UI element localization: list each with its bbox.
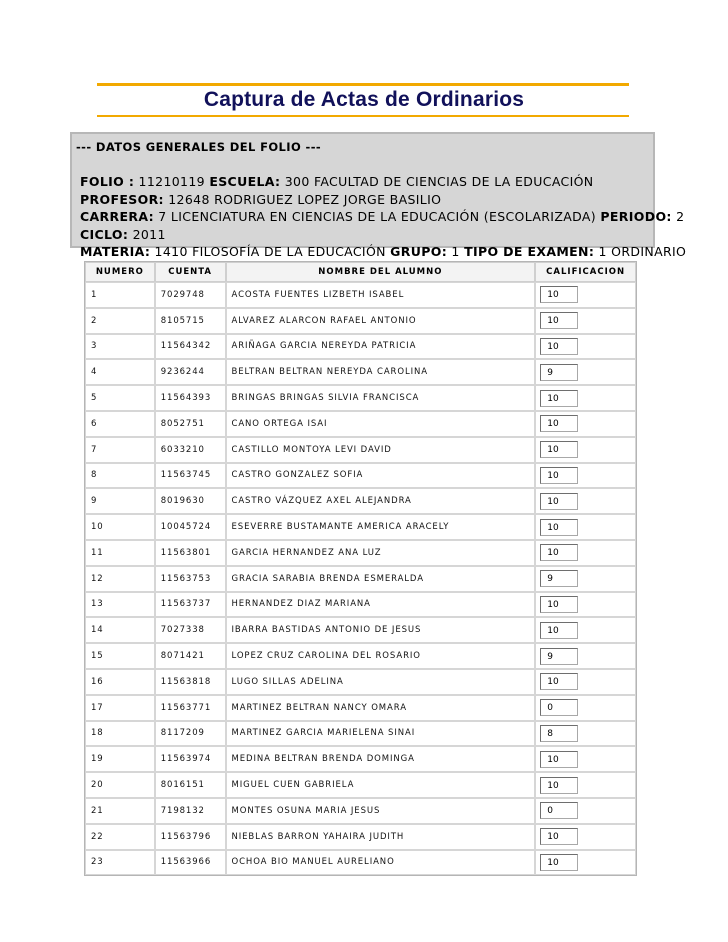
cell-calificacion bbox=[535, 798, 636, 824]
cell-cuenta: 8016151 bbox=[155, 772, 226, 798]
cell-nombre: CASTILLO MONTOYA LEVI DAVID bbox=[226, 437, 536, 463]
cell-calificacion bbox=[535, 334, 636, 360]
cell-nombre: LUGO SILLAS ADELINA bbox=[226, 669, 536, 695]
cell-nombre: MONTES OSUNA MARIA JESUS bbox=[226, 798, 536, 824]
cell-numero: 2 bbox=[85, 308, 155, 334]
table-row bbox=[85, 721, 636, 747]
cell-nombre: BRINGAS BRINGAS SILVIA FRANCISCA bbox=[226, 385, 536, 411]
grade-input[interactable] bbox=[540, 777, 578, 794]
grade-input[interactable] bbox=[540, 648, 578, 665]
grade-input[interactable] bbox=[540, 802, 578, 819]
grade-input[interactable] bbox=[540, 415, 578, 432]
cell-cuenta: 8117209 bbox=[155, 721, 226, 747]
folio-value: 11210119 bbox=[138, 174, 205, 189]
top-rule bbox=[97, 83, 629, 86]
cell-numero: 3 bbox=[85, 334, 155, 360]
folio-line-5 bbox=[80, 243, 686, 261]
cell-nombre: MARTINEZ GARCIA MARIELENA SINAI bbox=[226, 721, 536, 747]
cell-numero: 4 bbox=[85, 359, 155, 385]
grade-input[interactable] bbox=[540, 441, 578, 458]
table-row bbox=[85, 643, 636, 669]
cell-calificacion bbox=[535, 385, 636, 411]
grade-input[interactable] bbox=[540, 286, 578, 303]
cell-calificacion bbox=[535, 359, 636, 385]
cell-cuenta: 11563753 bbox=[155, 566, 226, 592]
cell-calificacion bbox=[535, 463, 636, 489]
table-row bbox=[85, 282, 636, 308]
grade-input[interactable] bbox=[540, 751, 578, 768]
cell-numero: 9 bbox=[85, 488, 155, 514]
folio-header: --- DATOS GENERALES DEL FOLIO --- bbox=[76, 140, 322, 154]
grades-body bbox=[85, 282, 636, 875]
table-row bbox=[85, 746, 636, 772]
cell-calificacion bbox=[535, 566, 636, 592]
table-row bbox=[85, 385, 636, 411]
cell-numero: 22 bbox=[85, 824, 155, 850]
cell-cuenta: 6033210 bbox=[155, 437, 226, 463]
cell-nombre: LOPEZ CRUZ CAROLINA DEL ROSARIO bbox=[226, 643, 536, 669]
cell-calificacion bbox=[535, 695, 636, 721]
profesor-value: 12648 RODRIGUEZ LOPEZ JORGE BASILIO bbox=[168, 191, 442, 207]
table-row bbox=[85, 566, 636, 592]
table-row bbox=[85, 437, 636, 463]
folio-line-4 bbox=[80, 226, 686, 244]
cell-cuenta: 8105715 bbox=[155, 308, 226, 334]
grade-input[interactable] bbox=[540, 544, 578, 561]
cell-numero: 6 bbox=[85, 411, 155, 437]
ciclo-label: CICLO: bbox=[80, 226, 129, 242]
header-cuenta: CUENTA bbox=[155, 262, 226, 282]
table-row bbox=[85, 540, 636, 566]
cell-numero: 8 bbox=[85, 463, 155, 489]
table-row bbox=[85, 334, 636, 360]
cell-numero: 17 bbox=[85, 695, 155, 721]
tipo-examen-label: TIPO DE EXAMEN: bbox=[464, 244, 595, 259]
cell-cuenta: 7029748 bbox=[155, 282, 226, 308]
cell-calificacion bbox=[535, 850, 636, 876]
table-row bbox=[85, 824, 636, 850]
cell-cuenta: 11563745 bbox=[155, 463, 226, 489]
cell-cuenta: 9236244 bbox=[155, 359, 226, 385]
cell-calificacion bbox=[535, 746, 636, 772]
cell-calificacion bbox=[535, 514, 636, 540]
cell-numero: 5 bbox=[85, 385, 155, 411]
periodo-label: PERIODO: bbox=[600, 209, 672, 224]
cell-cuenta: 7198132 bbox=[155, 798, 226, 824]
grade-input[interactable] bbox=[540, 725, 578, 742]
cell-nombre: ESEVERRE BUSTAMANTE AMERICA ARACELY bbox=[226, 514, 536, 540]
cell-cuenta: 7027338 bbox=[155, 617, 226, 643]
carrera-value: 7 LICENCIATURA EN CIENCIAS DE LA EDUCACIÓN (ESCOLARIZADA) bbox=[158, 209, 597, 224]
table-row bbox=[85, 488, 636, 514]
cell-calificacion bbox=[535, 308, 636, 334]
cell-nombre: HERNANDEZ DIAZ MARIANA bbox=[226, 592, 536, 618]
cell-cuenta: 11563737 bbox=[155, 592, 226, 618]
grade-input[interactable] bbox=[540, 854, 578, 871]
cell-nombre: CASTRO VÁZQUEZ AXEL ALEJANDRA bbox=[226, 488, 536, 514]
cell-cuenta: 11563818 bbox=[155, 669, 226, 695]
cell-cuenta: 11563974 bbox=[155, 746, 226, 772]
cell-numero: 20 bbox=[85, 772, 155, 798]
cell-nombre: NIEBLAS BARRON YAHAIRA JUDITH bbox=[226, 824, 536, 850]
escuela-value: 300 FACULTAD DE CIENCIAS DE LA EDUCACIÓN bbox=[284, 174, 594, 189]
cell-numero: 14 bbox=[85, 617, 155, 643]
cell-cuenta: 10045724 bbox=[155, 514, 226, 540]
folio-label: FOLIO : bbox=[80, 174, 135, 189]
cell-numero: 23 bbox=[85, 850, 155, 876]
folio-panel bbox=[70, 132, 687, 259]
table-row bbox=[85, 695, 636, 721]
cell-calificacion bbox=[535, 824, 636, 850]
escuela-label: ESCUELA: bbox=[209, 174, 281, 189]
cell-nombre: IBARRA BASTIDAS ANTONIO DE JESUS bbox=[226, 617, 536, 643]
cell-calificacion bbox=[535, 617, 636, 643]
grades-table bbox=[84, 261, 637, 876]
cell-cuenta: 8019630 bbox=[155, 488, 226, 514]
tipo-examen-value: 1 ORDINARIO bbox=[598, 244, 687, 259]
cell-cuenta: 8052751 bbox=[155, 411, 226, 437]
table-row bbox=[85, 592, 636, 618]
cell-nombre: ACOSTA FUENTES LIZBETH ISABEL bbox=[226, 282, 536, 308]
cell-numero: 7 bbox=[85, 437, 155, 463]
grupo-value: 1 bbox=[451, 244, 460, 259]
grade-input[interactable] bbox=[540, 338, 578, 355]
cell-cuenta: 11563771 bbox=[155, 695, 226, 721]
table-row bbox=[85, 617, 636, 643]
cell-numero: 15 bbox=[85, 643, 155, 669]
grade-input[interactable] bbox=[540, 622, 578, 639]
materia-value: 1410 FILOSOFÍA DE LA EDUCACIÓN bbox=[154, 244, 386, 259]
cell-calificacion bbox=[535, 592, 636, 618]
grade-input[interactable] bbox=[540, 493, 578, 510]
cell-numero: 13 bbox=[85, 592, 155, 618]
table-row bbox=[85, 463, 636, 489]
cell-calificacion bbox=[535, 540, 636, 566]
grade-input[interactable] bbox=[540, 570, 578, 587]
cell-calificacion bbox=[535, 669, 636, 695]
cell-numero: 1 bbox=[85, 282, 155, 308]
table-row bbox=[85, 669, 636, 695]
cell-nombre: MARTINEZ BELTRAN NANCY OMARA bbox=[226, 695, 536, 721]
cell-nombre: CANO ORTEGA ISAI bbox=[226, 411, 536, 437]
cell-numero: 21 bbox=[85, 798, 155, 824]
cell-nombre: MIGUEL CUEN GABRIELA bbox=[226, 772, 536, 798]
materia-label: MATERIA: bbox=[80, 244, 151, 259]
cell-numero: 19 bbox=[85, 746, 155, 772]
table-row bbox=[85, 798, 636, 824]
periodo-value: 2 bbox=[676, 209, 685, 224]
table-row bbox=[85, 359, 636, 385]
cell-calificacion bbox=[535, 282, 636, 308]
cell-numero: 11 bbox=[85, 540, 155, 566]
cell-numero: 12 bbox=[85, 566, 155, 592]
grade-input[interactable] bbox=[540, 467, 578, 484]
carrera-label: CARRERA: bbox=[80, 209, 154, 224]
header-calificacion: CALIFICACION bbox=[535, 262, 636, 282]
folio-line-2 bbox=[80, 191, 686, 209]
cell-nombre: BELTRAN BELTRAN NEREYDA CAROLINA bbox=[226, 359, 536, 385]
table-row bbox=[85, 772, 636, 798]
grade-input[interactable] bbox=[540, 673, 578, 690]
page-title: Captura de Actas de Ordinarios bbox=[203, 88, 525, 111]
cell-calificacion bbox=[535, 411, 636, 437]
cell-calificacion bbox=[535, 643, 636, 669]
cell-nombre: OCHOA BIO MANUEL AURELIANO bbox=[226, 850, 536, 876]
folio-line-3 bbox=[80, 208, 686, 226]
ciclo-value: 2011 bbox=[132, 226, 166, 242]
grade-input[interactable] bbox=[540, 519, 578, 536]
grade-input[interactable] bbox=[540, 828, 578, 845]
header-numero: NUMERO bbox=[85, 262, 155, 282]
grade-input[interactable] bbox=[540, 390, 578, 407]
grades-header-row bbox=[85, 262, 636, 282]
table-row bbox=[85, 308, 636, 334]
grade-input[interactable] bbox=[540, 312, 578, 329]
table-row bbox=[85, 850, 636, 876]
table-row bbox=[85, 514, 636, 540]
grade-input[interactable] bbox=[540, 364, 578, 381]
folio-line-1 bbox=[80, 173, 686, 191]
grupo-label: GRUPO: bbox=[390, 244, 448, 259]
cell-nombre: MEDINA BELTRAN BRENDA DOMINGA bbox=[226, 746, 536, 772]
cell-calificacion bbox=[535, 772, 636, 798]
cell-nombre: GARCIA HERNANDEZ ANA LUZ bbox=[226, 540, 536, 566]
cell-numero: 18 bbox=[85, 721, 155, 747]
cell-cuenta: 11563966 bbox=[155, 850, 226, 876]
cell-nombre: ALVAREZ ALARCON RAFAEL ANTONIO bbox=[226, 308, 536, 334]
table-row bbox=[85, 411, 636, 437]
header-nombre: NOMBRE DEL ALUMNO bbox=[226, 262, 536, 282]
cell-calificacion bbox=[535, 437, 636, 463]
folio-details bbox=[80, 173, 686, 261]
cell-cuenta: 11564393 bbox=[155, 385, 226, 411]
grade-input[interactable] bbox=[540, 699, 578, 716]
cell-calificacion bbox=[535, 488, 636, 514]
cell-nombre: GRACIA SARABIA BRENDA ESMERALDA bbox=[226, 566, 536, 592]
grade-input[interactable] bbox=[540, 596, 578, 613]
cell-cuenta: 11564342 bbox=[155, 334, 226, 360]
cell-numero: 10 bbox=[85, 514, 155, 540]
cell-nombre: ARIÑAGA GARCIA NEREYDA PATRICIA bbox=[226, 334, 536, 360]
cell-calificacion bbox=[535, 721, 636, 747]
cell-numero: 16 bbox=[85, 669, 155, 695]
bottom-rule bbox=[97, 115, 629, 117]
cell-cuenta: 11563801 bbox=[155, 540, 226, 566]
cell-nombre: CASTRO GONZALEZ SOFIA bbox=[226, 463, 536, 489]
profesor-label: PROFESOR: bbox=[80, 191, 164, 207]
cell-cuenta: 11563796 bbox=[155, 824, 226, 850]
cell-cuenta: 8071421 bbox=[155, 643, 226, 669]
